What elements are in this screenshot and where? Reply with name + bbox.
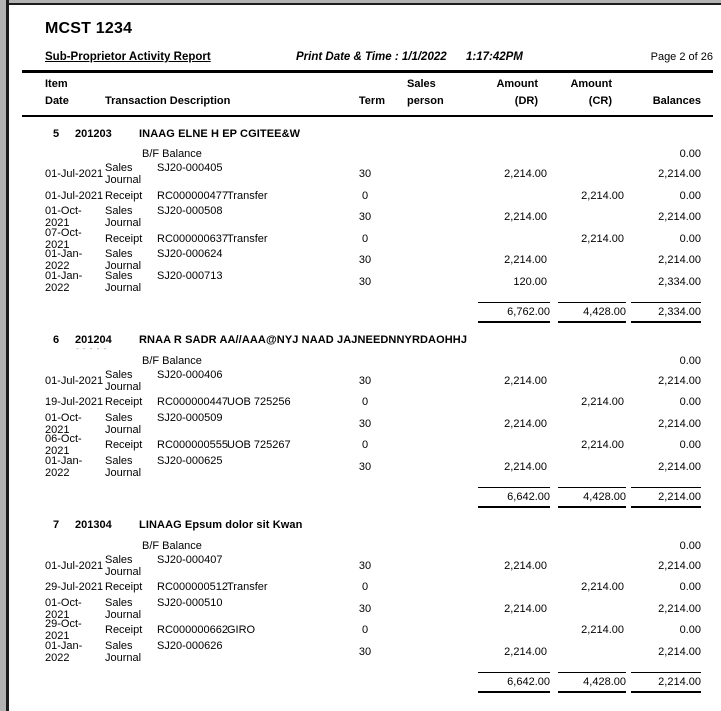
txn-term: 0 <box>361 232 369 245</box>
txn-balance: 2,214.00 <box>658 602 701 615</box>
txn-type: Receipt <box>105 624 143 637</box>
account-section-header <box>45 128 701 145</box>
txn-reference <box>227 205 345 229</box>
total-amount-dr: 6,642.00 <box>478 487 550 509</box>
txn-amount-dr: 2,214.00 <box>504 559 547 572</box>
transaction-row <box>45 598 701 620</box>
txn-amount-cr: 2,214.00 <box>581 232 624 245</box>
txn-type: Receipt <box>105 439 143 452</box>
total-balance: 2,214.00 <box>631 487 701 509</box>
txn-type: Sales Journal <box>105 639 142 664</box>
txn-balance: 0.00 <box>679 189 701 202</box>
txn-type: Sales Journal <box>105 553 142 578</box>
txn-doc-number: SJ20-000713 <box>157 269 223 282</box>
column-headers <box>22 78 713 111</box>
txn-type: Sales Journal <box>105 269 142 294</box>
txn-amount-cr: 2,214.00 <box>581 189 624 202</box>
header-rule-top <box>22 70 713 73</box>
txn-balance: 2,214.00 <box>658 645 701 658</box>
transaction-row <box>45 392 701 414</box>
bf-balance-value: 0.00 <box>679 354 701 367</box>
txn-reference: UOB 725267 <box>227 439 291 452</box>
txn-doc-number: RC000000477 <box>157 189 228 202</box>
txn-date: 01-Jul-2021 <box>45 374 104 387</box>
txn-reference: UOB 725256 <box>227 396 291 409</box>
txn-date: 01-Oct-2021 <box>45 596 82 621</box>
txn-doc-number: SJ20-000626 <box>157 639 223 652</box>
total-balance: 2,214.00 <box>631 672 701 694</box>
txn-type: Sales Journal <box>105 596 142 621</box>
txn-term: 30 <box>358 602 372 615</box>
txn-amount-cr: 2,214.00 <box>581 581 624 594</box>
txn-term: 30 <box>358 559 372 572</box>
txn-term: 30 <box>358 374 372 387</box>
col-header-term: Term <box>358 94 385 107</box>
txn-date: 01-Jul-2021 <box>45 168 104 181</box>
txn-type: Sales Journal <box>105 454 142 479</box>
txn-amount-dr: 2,214.00 <box>504 645 547 658</box>
section-totals-row <box>45 302 701 324</box>
txn-term: 30 <box>358 417 372 430</box>
txn-description <box>105 640 345 664</box>
txn-description <box>105 248 345 272</box>
txn-description <box>105 233 345 245</box>
txn-doc-number: RC000000512 <box>157 581 228 594</box>
txn-term: 30 <box>358 275 372 288</box>
txn-date: 06-Oct-2021 <box>45 433 82 458</box>
redaction-dashes: - - - - - <box>76 344 108 353</box>
section-account-code: 201204 - - - - - <box>75 334 112 353</box>
report-page <box>9 5 721 711</box>
txn-doc-number: SJ20-000509 <box>157 411 223 424</box>
txn-balance: 2,214.00 <box>658 417 701 430</box>
bf-balance-row <box>45 536 701 555</box>
section-item-number: 7 <box>53 519 60 531</box>
txn-term: 30 <box>358 460 372 473</box>
txn-reference <box>227 597 345 621</box>
txn-term: 0 <box>361 396 369 409</box>
section-account-code: 201304 <box>75 519 112 531</box>
section-item-number: 6 <box>53 334 60 346</box>
total-amount-cr: 4,428.00 <box>558 672 626 694</box>
transaction-row <box>45 413 701 435</box>
txn-doc-number: SJ20-000510 <box>157 596 223 609</box>
txn-type: Sales Journal <box>105 205 142 230</box>
txn-description <box>105 455 345 479</box>
section-item-number: 5 <box>53 127 60 140</box>
page-title: MCST 1234 <box>45 20 133 37</box>
txn-balance: 2,334.00 <box>658 275 701 288</box>
bf-balance-row <box>45 145 701 164</box>
txn-reference <box>227 248 345 272</box>
col-header-amount-cr-2: (CR) <box>588 94 612 107</box>
txn-term: 30 <box>358 211 372 224</box>
transaction-row <box>45 620 701 642</box>
txn-doc-number: RC000000447 <box>157 396 228 409</box>
col-header-description: Transaction Description <box>105 94 231 107</box>
txn-doc-number: SJ20-000625 <box>157 454 223 467</box>
txn-balance: 2,214.00 <box>658 254 701 267</box>
transaction-row <box>45 577 701 599</box>
txn-reference: GIRO <box>227 624 256 637</box>
col-header-balances: Balances <box>652 94 701 107</box>
txn-term: 0 <box>361 439 369 452</box>
transaction-row <box>45 641 701 663</box>
txn-description <box>105 624 345 636</box>
txn-balance: 2,214.00 <box>658 211 701 224</box>
txn-doc-number: SJ20-000407 <box>157 553 223 566</box>
txn-term: 30 <box>358 254 372 267</box>
report-title: Sub-Proprietor Activity Report <box>45 51 211 63</box>
txn-date: 07-Oct-2021 <box>45 226 82 251</box>
txn-doc-number: SJ20-000406 <box>157 368 223 381</box>
txn-reference <box>227 412 345 436</box>
total-balance: 2,334.00 <box>631 302 701 324</box>
txn-amount-dr: 2,214.00 <box>504 211 547 224</box>
txn-balance: 0.00 <box>679 581 701 594</box>
txn-type: Receipt <box>105 232 143 245</box>
txn-amount-cr: 2,214.00 <box>581 624 624 637</box>
total-amount-cr: 4,428.00 <box>558 487 626 509</box>
section-totals-row <box>45 487 701 509</box>
txn-doc-number: RC000000637 <box>157 232 228 245</box>
txn-balance: 2,214.00 <box>658 168 701 181</box>
section-account-code: 201203 <box>75 127 112 140</box>
page-number: Page 2 of 26 <box>650 51 713 63</box>
account-section <box>45 519 701 693</box>
txn-doc-number: RC000000555 <box>157 439 228 452</box>
col-header-amount-dr-2: (DR) <box>514 94 538 107</box>
txn-type: Sales Journal <box>105 368 142 393</box>
total-amount-cr: 4,428.00 <box>558 302 626 324</box>
txn-description <box>105 554 345 578</box>
txn-description <box>105 412 345 436</box>
txn-amount-dr: 2,214.00 <box>504 374 547 387</box>
txn-date: 01-Jan-2022 <box>45 639 83 664</box>
print-date-label: Print Date & Time : 1/1/2022 <box>296 51 447 63</box>
txn-doc-number: SJ20-000624 <box>157 248 223 261</box>
transaction-row <box>45 228 701 250</box>
section-account-name: LINAAG Epsum dolor sit Kwan <box>139 519 303 531</box>
txn-type: Sales Journal <box>105 162 142 187</box>
txn-term: 30 <box>358 168 372 181</box>
account-section-header <box>45 334 701 351</box>
txn-date: 01-Jan-2022 <box>45 454 83 479</box>
report-header-row <box>22 51 713 63</box>
txn-description <box>105 369 345 393</box>
txn-date: 29-Jul-2021 <box>45 581 104 594</box>
txn-description <box>105 270 345 294</box>
txn-date: 01-Jan-2022 <box>45 269 83 294</box>
transaction-row <box>45 370 701 392</box>
txn-type: Receipt <box>105 396 143 409</box>
txn-reference <box>227 640 345 664</box>
txn-term: 30 <box>358 645 372 658</box>
txn-date: 01-Oct-2021 <box>45 411 82 436</box>
txn-amount-dr: 120.00 <box>513 275 547 288</box>
txn-reference: Transfer <box>227 581 268 594</box>
txn-balance: 0.00 <box>679 439 701 452</box>
col-header-salesperson-2: person <box>407 94 444 107</box>
transaction-row <box>45 250 701 272</box>
txn-amount-dr: 2,214.00 <box>504 602 547 615</box>
txn-description <box>105 396 345 408</box>
txn-description <box>105 439 345 451</box>
txn-date: 19-Jul-2021 <box>45 396 104 409</box>
report-body <box>45 128 701 694</box>
txn-term: 0 <box>361 581 369 594</box>
header-rule-bottom <box>22 115 713 117</box>
bf-balance-value: 0.00 <box>679 539 701 552</box>
txn-doc-number: SJ20-000405 <box>157 162 223 175</box>
transaction-row <box>45 456 701 478</box>
section-totals-row <box>45 672 701 694</box>
txn-description <box>105 597 345 621</box>
txn-reference: Transfer <box>227 189 268 202</box>
txn-type: Receipt <box>105 581 143 594</box>
txn-balance: 0.00 <box>679 624 701 637</box>
print-time: 1:17:42PM <box>466 51 523 63</box>
txn-reference <box>227 455 345 479</box>
txn-amount-cr: 2,214.00 <box>581 439 624 452</box>
txn-term: 0 <box>361 624 369 637</box>
col-header-salesperson-1: Sales <box>407 77 436 90</box>
bf-balance-label: B/F Balance <box>142 148 202 160</box>
txn-amount-dr: 2,214.00 <box>504 460 547 473</box>
col-header-amount-cr-1: Amount <box>570 77 612 90</box>
txn-type: Sales Journal <box>105 248 142 273</box>
txn-type: Sales Journal <box>105 411 142 436</box>
transaction-row <box>45 164 701 186</box>
col-header-amount-dr-1: Amount <box>496 77 538 90</box>
txn-doc-number: RC000000662 <box>157 624 228 637</box>
bf-balance-label: B/F Balance <box>142 354 202 367</box>
txn-date: 29-Oct-2021 <box>45 618 82 643</box>
account-section <box>45 334 701 508</box>
txn-balance: 2,214.00 <box>658 460 701 473</box>
bf-balance-row <box>45 351 701 370</box>
txn-date: 01-Jan-2022 <box>45 248 83 273</box>
txn-amount-dr: 2,214.00 <box>504 254 547 267</box>
col-header-date: Date <box>45 94 69 107</box>
txn-amount-dr: 2,214.00 <box>504 168 547 181</box>
col-header-item: Item <box>45 77 68 90</box>
txn-description <box>105 190 345 202</box>
txn-reference: Transfer <box>227 232 268 245</box>
bf-balance-value: 0.00 <box>679 148 701 160</box>
transaction-row <box>45 271 701 293</box>
txn-term: 0 <box>361 189 369 202</box>
txn-date: 01-Jul-2021 <box>45 559 104 572</box>
txn-date: 01-Oct-2021 <box>45 205 82 230</box>
transaction-row <box>45 207 701 229</box>
txn-balance: 2,214.00 <box>658 559 701 572</box>
txn-reference <box>227 369 345 393</box>
account-section-header <box>45 519 701 536</box>
account-section <box>45 128 701 324</box>
txn-balance: 2,214.00 <box>658 374 701 387</box>
txn-amount-cr: 2,214.00 <box>581 396 624 409</box>
txn-doc-number: SJ20-000508 <box>157 205 223 218</box>
txn-reference <box>227 162 345 186</box>
bf-balance-label: B/F Balance <box>142 539 202 552</box>
total-amount-dr: 6,642.00 <box>478 672 550 694</box>
transaction-row <box>45 185 701 207</box>
txn-description <box>105 205 345 229</box>
section-account-name: RNAA R SADR AA//AAA@NYJ NAAD JAJNEEDNNYRDAOHHJ <box>139 334 468 346</box>
txn-balance: 0.00 <box>679 232 701 245</box>
section-account-name: INAAG ELNE H EP CGITEE&W <box>139 127 301 140</box>
total-amount-dr: 6,762.00 <box>478 302 550 324</box>
txn-reference <box>227 554 345 578</box>
txn-description <box>105 162 345 186</box>
txn-reference <box>227 270 345 294</box>
transaction-row <box>45 555 701 577</box>
txn-description <box>105 581 345 593</box>
txn-balance: 0.00 <box>679 396 701 409</box>
txn-date: 01-Jul-2021 <box>45 189 104 202</box>
txn-amount-dr: 2,214.00 <box>504 417 547 430</box>
txn-type: Receipt <box>105 189 143 202</box>
transaction-row <box>45 435 701 457</box>
